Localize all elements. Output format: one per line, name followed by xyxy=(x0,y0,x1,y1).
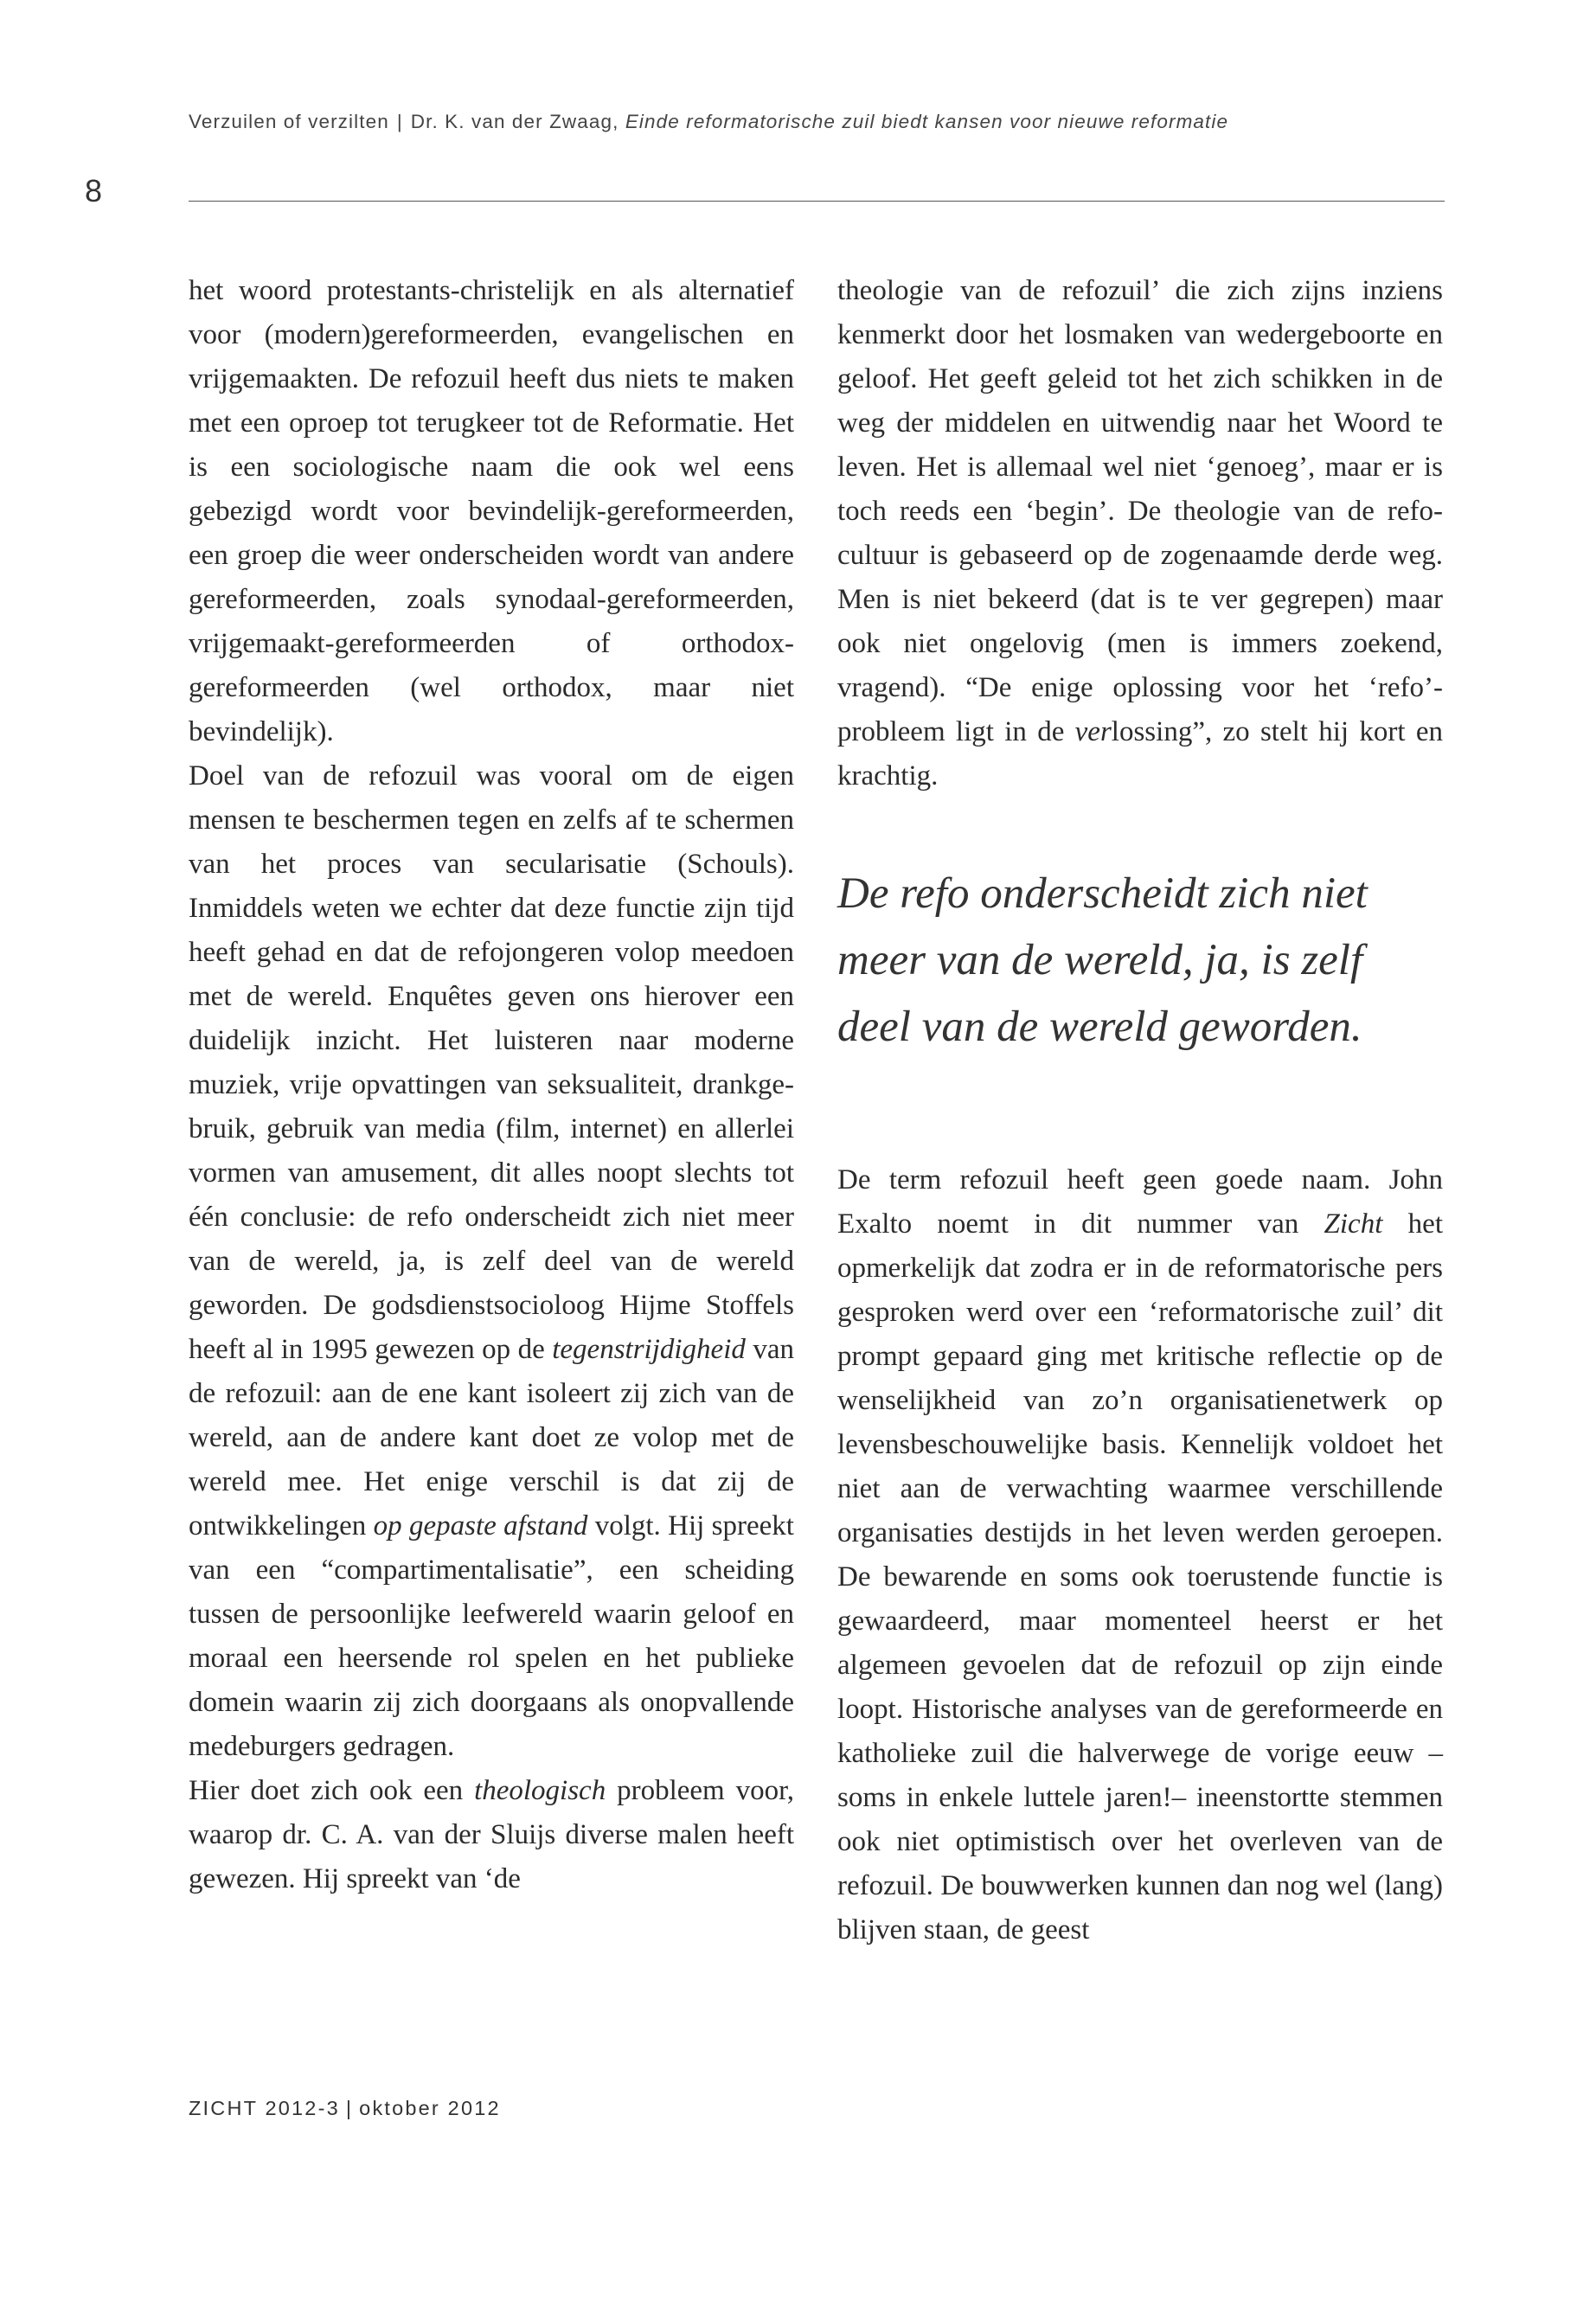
header-separator: | xyxy=(396,111,403,132)
body-paragraph: Hier doet zich ook een theologisch probleem voor, waarop dr. C. A. van der Sluijs diverse malen heeft gewezen. Hij spreekt van ‘de xyxy=(189,1775,794,1894)
footer-date: oktober 2012 xyxy=(359,2097,501,2119)
body-paragraph: theologie van de refozuil’ die zich zijns inziens kenmerkt door het losmaken van wedergeboorte en geloof. Het geeft geleid tot het zich schikken in de weg der middelen en uitwendig naar het Woord te leven. Het is allemaal wel niet ‘genoeg’, maar er is toch reeds een ‘begin’. De theologie van de refocultuur is gebaseerd op de zogenaamde derde weg. Men is niet bekeerd (dat is te ver gegrepen) maar ook niet ongelovig (men is immers zoekend, vragend). “De enige oplossing voor het ‘refo’-probleem ligt in de verlossing”, zo stelt hij kort en krachtig. xyxy=(837,275,1444,792)
right-column xyxy=(837,269,1443,1952)
emphasis: op gepaste afstand xyxy=(373,1510,588,1541)
body-paragraph: Doel van de refozuil was vooral om de eigen mensen te beschermen tegen en zelfs af te schermen van het proces van secularisatie (Schouls). Inmiddels weten we echter dat deze functie zijn tijd heeft gehad en dat de refojongeren volop meedoen met de wereld. Enquêtes geven ons hierover een duidelijk inzicht. Het luisteren naar moderne muziek, vrije opvattingen van seksualiteit, drankgebruik, gebruik van media (film, internet) en allerlei vormen van amusement, dit alles noopt slechts tot één conclusie: de refo onderscheidt zich niet meer van de wereld, ja, is zelf deel van de wereld geworden. De godsdienstsocioloog Hijme Stoffels heeft al in 1995 gewezen op de tegenstrijdigheid van de refozuil: aan de ene kant isoleert zij zich van de wereld, aan de andere kant doet ze volop met de wereld mee. Het enige verschil is dat zij de ontwikkelingen op gepaste afstand volgt. Hij spreekt van een “compartimentalisatie”, een scheiding tussen de persoonlijke leefwereld waarin geloof en moraal een heersende rol spelen en het publieke domein waarin zij zich doorgaans als onopvallende medeburgers gedragen. xyxy=(189,760,794,1762)
header-section: Verzuilen of verzilten xyxy=(189,111,389,132)
page-number: 8 xyxy=(85,173,103,208)
body-paragraph: het woord protestants-christelijk en als alternatief voor (modern)gereformeerden, evangelischen en vrijgemaakten. De refozuil heeft dus niets te maken met een oproep tot terugkeer tot de Reformatie. Het is een sociologische naam die ook wel eens gebezigd wordt voor bevindelijk-gereformeerden, een groep die weer onderscheiden wordt van andere gereformeerden, zoals synodaal-gereformeerden, vrijgemaakt-gereformeerden of orthodox-gereformeerden (wel orthodox, maar niet bevindelijk). xyxy=(189,275,794,747)
header-article-title: Einde reformatorische zuil biedt kansen voor nieuwe reformatie xyxy=(625,111,1229,132)
header-divider xyxy=(189,201,1445,202)
emphasis: ver xyxy=(1074,716,1112,747)
emphasis: Zicht xyxy=(1324,1208,1383,1240)
left-column xyxy=(189,269,794,1901)
footer-journal: ZICHT 2012-3 xyxy=(189,2097,340,2119)
header-author: Dr. K. van der Zwaag, xyxy=(410,111,619,132)
pull-quote: De refo onderscheidt zich niet meer van de wereld, ja, is zelf deel van de wereld geworden. xyxy=(837,869,1368,1051)
emphasis: theologisch xyxy=(474,1775,606,1806)
body-paragraph: De term refozuil heeft geen goede naam. John Exalto noemt in dit nummer van Zicht het opmerkelijk dat zodra er in de reformatorische pers gesproken werd over een ‘reformatorische zuil’ dit prompt gepaard ging met kritische reflectie op de wenselijkheid van zo’n organisatienetwerk op levensbeschouwelijke basis. Kennelijk voldoet het niet aan de verwachting waarmee verschillende organisaties destijds in het leven werden geroepen. De bewarende en soms ook toerustende functie is gewaardeerd, maar momenteel heerst er het algemeen gevoelen dat de refozuil op zijn einde loopt. Historische analyses van de gereformeerde en katholieke zuil die halverwege de vorige eeuw –soms in enkele luttele jaren!– ineenstortte stemmen ook niet optimistisch over het overleven van de refozuil. De bouwwerken kunnen dan nog wel (lang) blijven staan, de geest xyxy=(837,1164,1443,1945)
running-header xyxy=(189,111,1443,133)
page-footer xyxy=(189,2097,501,2120)
emphasis: tegenstrijdigheid xyxy=(552,1334,746,1365)
footer-separator: | xyxy=(345,2097,354,2119)
